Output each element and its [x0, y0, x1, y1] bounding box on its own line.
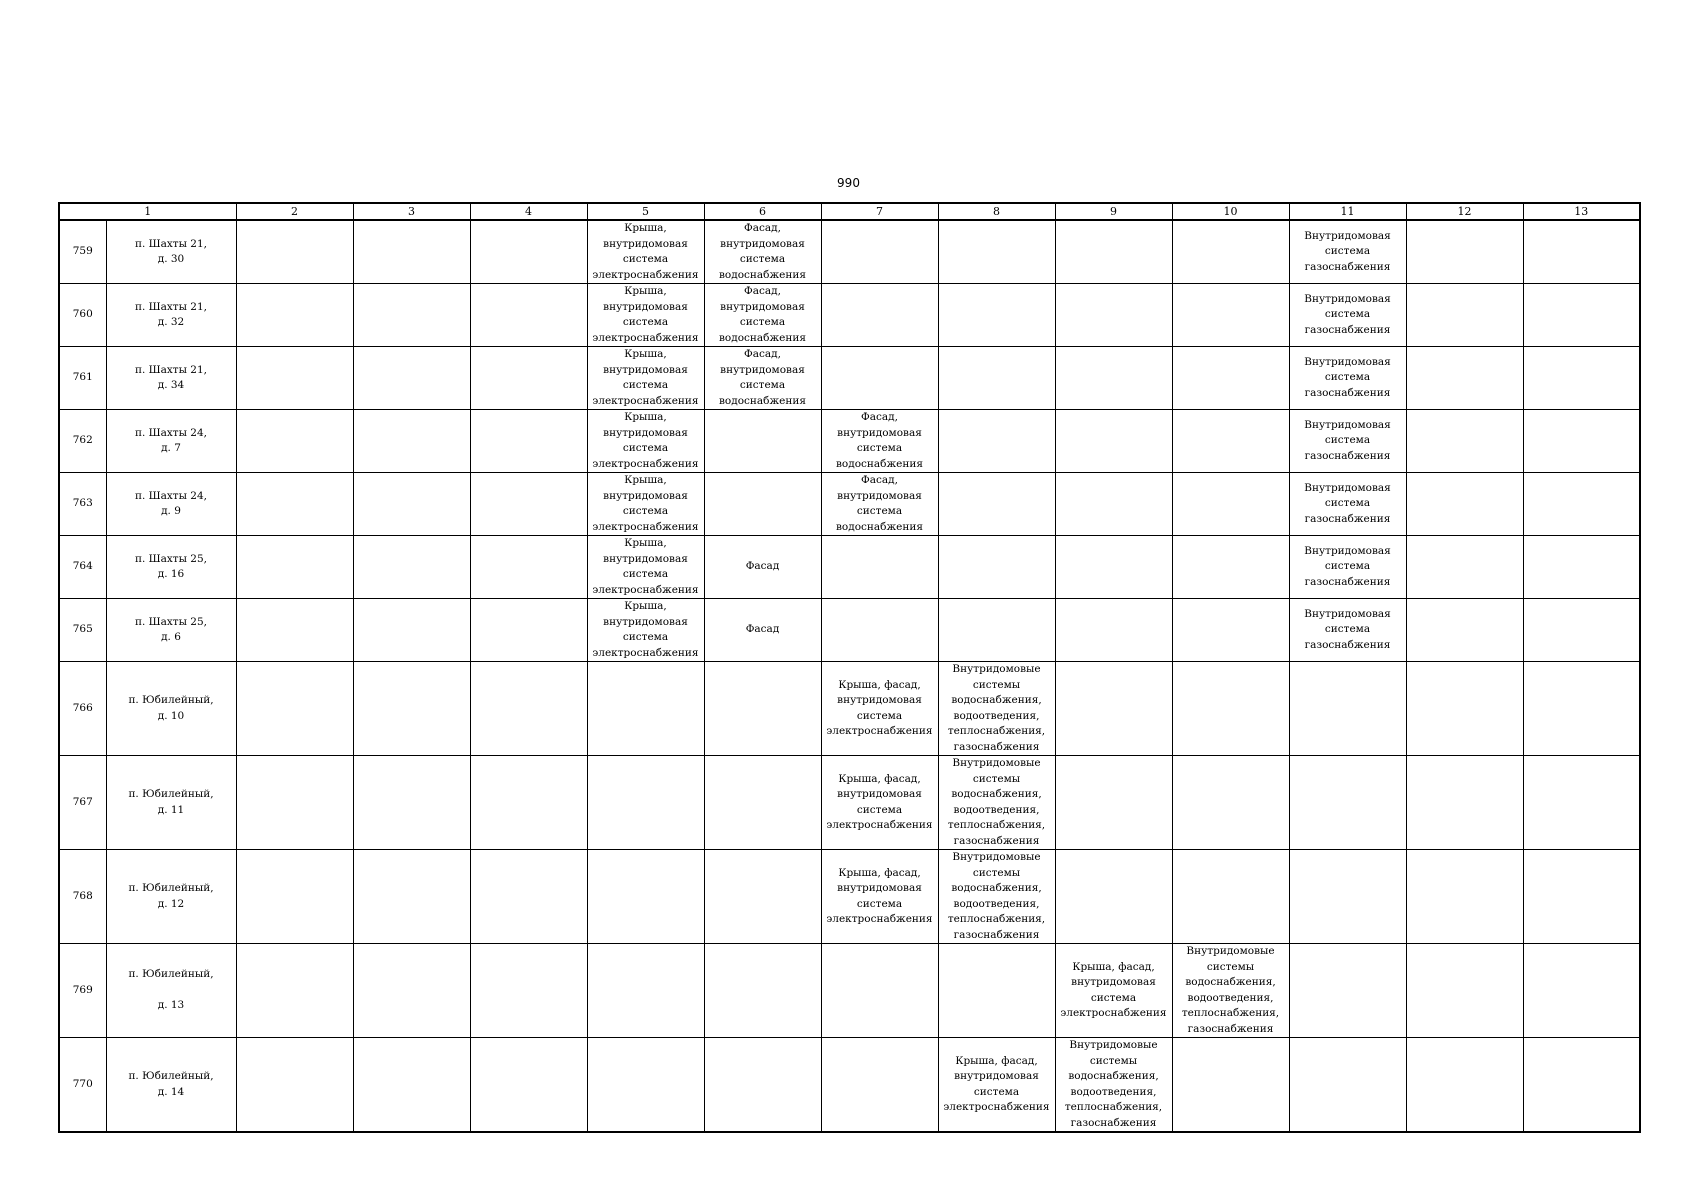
col4-cell: [470, 220, 587, 284]
col9-cell: [1055, 599, 1172, 662]
col3-cell: [353, 473, 470, 536]
col7-text: Фасад, внутридомовая система водоснабжения: [836, 411, 923, 470]
col5-text: Крыша, внутридомовая система электроснабжения: [592, 285, 699, 344]
address-cell: [106, 756, 236, 850]
col5-text: Крыша, внутридомовая система электроснабжения: [592, 537, 699, 596]
row-number-text: 765: [72, 623, 93, 636]
col3-cell: [353, 756, 470, 850]
col4-cell: [470, 1038, 587, 1133]
address-text: п. Шахты 21, д. 30: [134, 237, 208, 265]
col12-cell: [1406, 662, 1523, 756]
col4-cell: [470, 662, 587, 756]
col10-cell: [1172, 536, 1289, 599]
row-number-text: 770: [72, 1077, 93, 1090]
col5-cell: [587, 473, 704, 536]
col11-cell: [1289, 662, 1406, 756]
address-cell: [106, 944, 236, 1038]
table-row: [59, 1038, 1640, 1133]
col6-cell: [704, 220, 821, 284]
table-row: [59, 599, 1640, 662]
col11-text: Внутридомовая система газоснабжения: [1304, 292, 1391, 336]
column-number-row: [59, 203, 1640, 220]
col7-cell: [821, 599, 938, 662]
column-header: 13: [1523, 203, 1640, 220]
col7-cell: [821, 536, 938, 599]
col6-text: Фасад, внутридомовая система водоснабжения: [719, 222, 806, 281]
col8-cell: [938, 599, 1055, 662]
table-row: [59, 347, 1640, 410]
col5-cell: [587, 756, 704, 850]
col6-text: Фасад: [745, 560, 780, 573]
col9-cell: [1055, 944, 1172, 1038]
col9-cell: [1055, 284, 1172, 347]
col13-cell: [1523, 347, 1640, 410]
col5-text: Крыша, внутридомовая система электроснабжения: [592, 474, 699, 533]
col6-cell: [704, 599, 821, 662]
col2-cell: [236, 220, 353, 284]
col13-cell: [1523, 944, 1640, 1038]
row-number-cell: [59, 220, 106, 284]
address-cell: [106, 662, 236, 756]
col7-text: Фасад, внутридомовая система водоснабжения: [836, 474, 923, 533]
col6-cell: [704, 1038, 821, 1133]
address-text: п. Шахты 21, д. 34: [134, 363, 208, 391]
row-number-cell: [59, 284, 106, 347]
table-row: [59, 850, 1640, 944]
address-text: п. Шахты 25, д. 6: [134, 615, 208, 643]
address-text: п. Шахты 24, д. 9: [134, 489, 208, 517]
col10-cell: [1172, 410, 1289, 473]
col5-cell: [587, 284, 704, 347]
table-row: [59, 284, 1640, 347]
col11-cell: [1289, 536, 1406, 599]
address-text: п. Юбилейный, д. 11: [128, 788, 214, 816]
col5-cell: [587, 662, 704, 756]
column-header: 1: [59, 203, 236, 220]
col5-text: Крыша, внутридомовая система электроснабжения: [592, 222, 699, 281]
col12-cell: [1406, 944, 1523, 1038]
col7-cell: [821, 284, 938, 347]
col13-cell: [1523, 1038, 1640, 1133]
col3-cell: [353, 662, 470, 756]
col6-cell: [704, 410, 821, 473]
col2-cell: [236, 944, 353, 1038]
row-number-cell: [59, 536, 106, 599]
col13-cell: [1523, 284, 1640, 347]
row-number-cell: [59, 662, 106, 756]
col11-cell: [1289, 599, 1406, 662]
row-number-cell: [59, 944, 106, 1038]
col12-cell: [1406, 220, 1523, 284]
column-header: 4: [470, 203, 587, 220]
column-header: 3: [353, 203, 470, 220]
col4-cell: [470, 410, 587, 473]
col8-cell: [938, 850, 1055, 944]
col10-cell: [1172, 599, 1289, 662]
address-cell: [106, 410, 236, 473]
column-header: 11: [1289, 203, 1406, 220]
col3-cell: [353, 347, 470, 410]
address-text: п. Шахты 21, д. 32: [134, 300, 208, 328]
row-number-text: 768: [72, 889, 93, 902]
col5-text: Крыша, внутридомовая система электроснабжения: [592, 411, 699, 470]
column-header: 9: [1055, 203, 1172, 220]
col12-cell: [1406, 599, 1523, 662]
col10-cell: [1172, 220, 1289, 284]
col4-cell: [470, 284, 587, 347]
col11-cell: [1289, 850, 1406, 944]
row-number-cell: [59, 756, 106, 850]
col11-cell: [1289, 473, 1406, 536]
row-number-cell: [59, 1038, 106, 1133]
col11-cell: [1289, 220, 1406, 284]
col5-cell: [587, 347, 704, 410]
col7-text: Крыша, фасад, внутридомовая система электроснабжения: [826, 772, 933, 831]
col2-cell: [236, 850, 353, 944]
col11-text: Внутридомовая система газоснабжения: [1304, 481, 1391, 525]
col8-cell: [938, 473, 1055, 536]
col2-cell: [236, 347, 353, 410]
col6-cell: [704, 536, 821, 599]
row-number-text: 767: [72, 795, 93, 808]
col2-cell: [236, 536, 353, 599]
col12-cell: [1406, 284, 1523, 347]
col6-cell: [704, 473, 821, 536]
column-header: 12: [1406, 203, 1523, 220]
col4-cell: [470, 850, 587, 944]
col8-cell: [938, 347, 1055, 410]
col10-cell: [1172, 473, 1289, 536]
column-header: 7: [821, 203, 938, 220]
col7-cell: [821, 1038, 938, 1133]
col11-cell: [1289, 284, 1406, 347]
col10-cell: [1172, 756, 1289, 850]
col12-cell: [1406, 410, 1523, 473]
col8-cell: [938, 1038, 1055, 1133]
col9-text: Крыша, фасад, внутридомовая система электроснабжения: [1060, 960, 1167, 1019]
table-row: [59, 473, 1640, 536]
col13-cell: [1523, 756, 1640, 850]
col3-cell: [353, 220, 470, 284]
col9-cell: [1055, 410, 1172, 473]
col9-cell: [1055, 536, 1172, 599]
col7-text: Крыша, фасад, внутридомовая система электроснабжения: [826, 678, 933, 737]
col2-cell: [236, 284, 353, 347]
col12-cell: [1406, 473, 1523, 536]
row-number-cell: [59, 850, 106, 944]
col11-text: Внутридомовая система газоснабжения: [1304, 607, 1391, 651]
col3-cell: [353, 944, 470, 1038]
column-header: 6: [704, 203, 821, 220]
col7-text: Крыша, фасад, внутридомовая система электроснабжения: [826, 866, 933, 925]
col11-cell: [1289, 944, 1406, 1038]
col4-cell: [470, 347, 587, 410]
col5-cell: [587, 220, 704, 284]
col8-cell: [938, 662, 1055, 756]
col6-cell: [704, 662, 821, 756]
row-number-text: 766: [72, 701, 93, 714]
column-header: 10: [1172, 203, 1289, 220]
table-row: [59, 756, 1640, 850]
col9-cell: [1055, 850, 1172, 944]
col6-cell: [704, 284, 821, 347]
col3-cell: [353, 599, 470, 662]
row-number-cell: [59, 347, 106, 410]
col6-text: Фасад: [745, 623, 780, 636]
address-cell: [106, 220, 236, 284]
col3-cell: [353, 850, 470, 944]
address-cell: [106, 1038, 236, 1133]
col8-text: Внутридомовые системы водоснабжения, водоотведения, теплоснабжения, газоснабжения: [947, 663, 1046, 753]
col13-cell: [1523, 850, 1640, 944]
col11-cell: [1289, 347, 1406, 410]
col7-cell: [821, 756, 938, 850]
col13-cell: [1523, 220, 1640, 284]
address-text: п. Шахты 25, д. 16: [134, 552, 208, 580]
row-number-text: 761: [72, 371, 93, 384]
col6-text: Фасад, внутридомовая система водоснабжения: [719, 285, 806, 344]
col9-cell: [1055, 1038, 1172, 1133]
col9-text: Внутридомовые системы водоснабжения, водоотведения, теплоснабжения, газоснабжения: [1064, 1039, 1163, 1129]
col2-cell: [236, 662, 353, 756]
col3-cell: [353, 536, 470, 599]
col8-cell: [938, 944, 1055, 1038]
col6-cell: [704, 944, 821, 1038]
col2-cell: [236, 410, 353, 473]
row-number-text: 759: [72, 245, 93, 258]
col9-cell: [1055, 220, 1172, 284]
col10-text: Внутридомовые системы водоснабжения, водоотведения, теплоснабжения, газоснабжения: [1181, 945, 1280, 1035]
column-header: 2: [236, 203, 353, 220]
address-cell: [106, 347, 236, 410]
col5-cell: [587, 944, 704, 1038]
address-cell: [106, 284, 236, 347]
col12-cell: [1406, 756, 1523, 850]
col8-text: Внутридомовые системы водоснабжения, водоотведения, теплоснабжения, газоснабжения: [947, 851, 1046, 941]
row-number-cell: [59, 473, 106, 536]
col2-cell: [236, 756, 353, 850]
col13-cell: [1523, 473, 1640, 536]
row-number-text: 762: [72, 434, 93, 447]
col12-cell: [1406, 1038, 1523, 1133]
col8-cell: [938, 410, 1055, 473]
col13-cell: [1523, 662, 1640, 756]
col3-cell: [353, 410, 470, 473]
col9-cell: [1055, 473, 1172, 536]
address-cell: [106, 473, 236, 536]
col11-cell: [1289, 410, 1406, 473]
table-row: [59, 410, 1640, 473]
col7-cell: [821, 410, 938, 473]
col6-cell: [704, 347, 821, 410]
col10-cell: [1172, 347, 1289, 410]
col11-cell: [1289, 1038, 1406, 1133]
col5-cell: [587, 850, 704, 944]
address-text: п. Шахты 24, д. 7: [134, 426, 208, 454]
page-number: 990: [837, 176, 860, 190]
col2-cell: [236, 599, 353, 662]
col2-cell: [236, 473, 353, 536]
col5-cell: [587, 536, 704, 599]
col7-cell: [821, 347, 938, 410]
col5-text: Крыша, внутридомовая система электроснабжения: [592, 600, 699, 659]
col7-cell: [821, 850, 938, 944]
row-number-text: 764: [72, 560, 93, 573]
col6-text: Фасад, внутридомовая система водоснабжения: [719, 348, 806, 407]
col11-text: Внутридомовая система газоснабжения: [1304, 229, 1391, 273]
col7-cell: [821, 220, 938, 284]
col12-cell: [1406, 536, 1523, 599]
address-cell: [106, 850, 236, 944]
repair-schedule-table: [58, 202, 1641, 1133]
col5-text: Крыша, внутридомовая система электроснабжения: [592, 348, 699, 407]
col4-cell: [470, 536, 587, 599]
col13-cell: [1523, 599, 1640, 662]
col4-cell: [470, 944, 587, 1038]
col6-cell: [704, 850, 821, 944]
col7-cell: [821, 662, 938, 756]
col4-cell: [470, 756, 587, 850]
address-cell: [106, 599, 236, 662]
row-number-cell: [59, 410, 106, 473]
col13-cell: [1523, 536, 1640, 599]
column-header: 8: [938, 203, 1055, 220]
col8-text: Внутридомовые системы водоснабжения, водоотведения, теплоснабжения, газоснабжения: [947, 757, 1046, 847]
col8-cell: [938, 536, 1055, 599]
col13-cell: [1523, 410, 1640, 473]
col3-cell: [353, 284, 470, 347]
col4-cell: [470, 473, 587, 536]
col8-cell: [938, 756, 1055, 850]
col11-cell: [1289, 756, 1406, 850]
col10-cell: [1172, 1038, 1289, 1133]
col4-cell: [470, 599, 587, 662]
col6-cell: [704, 756, 821, 850]
col9-cell: [1055, 347, 1172, 410]
col10-cell: [1172, 662, 1289, 756]
col11-text: Внутридомовая система газоснабжения: [1304, 418, 1391, 462]
col10-cell: [1172, 284, 1289, 347]
column-header: 5: [587, 203, 704, 220]
table-row: [59, 662, 1640, 756]
col5-cell: [587, 1038, 704, 1133]
address-cell: [106, 536, 236, 599]
table-row: [59, 220, 1640, 284]
row-number-text: 760: [72, 308, 93, 321]
table-row: [59, 944, 1640, 1038]
col11-text: Внутридомовая система газоснабжения: [1304, 355, 1391, 399]
address-text: п. Юбилейный, д. 12: [128, 882, 214, 910]
col5-cell: [587, 410, 704, 473]
row-number-text: 763: [72, 497, 93, 510]
col10-cell: [1172, 944, 1289, 1038]
col8-text: Крыша, фасад, внутридомовая система электроснабжения: [943, 1054, 1050, 1113]
col12-cell: [1406, 850, 1523, 944]
col7-cell: [821, 944, 938, 1038]
address-text: п. Юбилейный, д. 13: [128, 968, 214, 1012]
table-row: [59, 536, 1640, 599]
col11-text: Внутридомовая система газоснабжения: [1304, 544, 1391, 588]
col2-cell: [236, 1038, 353, 1133]
row-number-cell: [59, 599, 106, 662]
col10-cell: [1172, 850, 1289, 944]
address-text: п. Юбилейный, д. 10: [128, 694, 214, 722]
col8-cell: [938, 284, 1055, 347]
col9-cell: [1055, 756, 1172, 850]
row-number-text: 769: [72, 983, 93, 996]
address-text: п. Юбилейный, д. 14: [128, 1070, 214, 1098]
col12-cell: [1406, 347, 1523, 410]
col3-cell: [353, 1038, 470, 1133]
col9-cell: [1055, 662, 1172, 756]
col8-cell: [938, 220, 1055, 284]
col7-cell: [821, 473, 938, 536]
col5-cell: [587, 599, 704, 662]
